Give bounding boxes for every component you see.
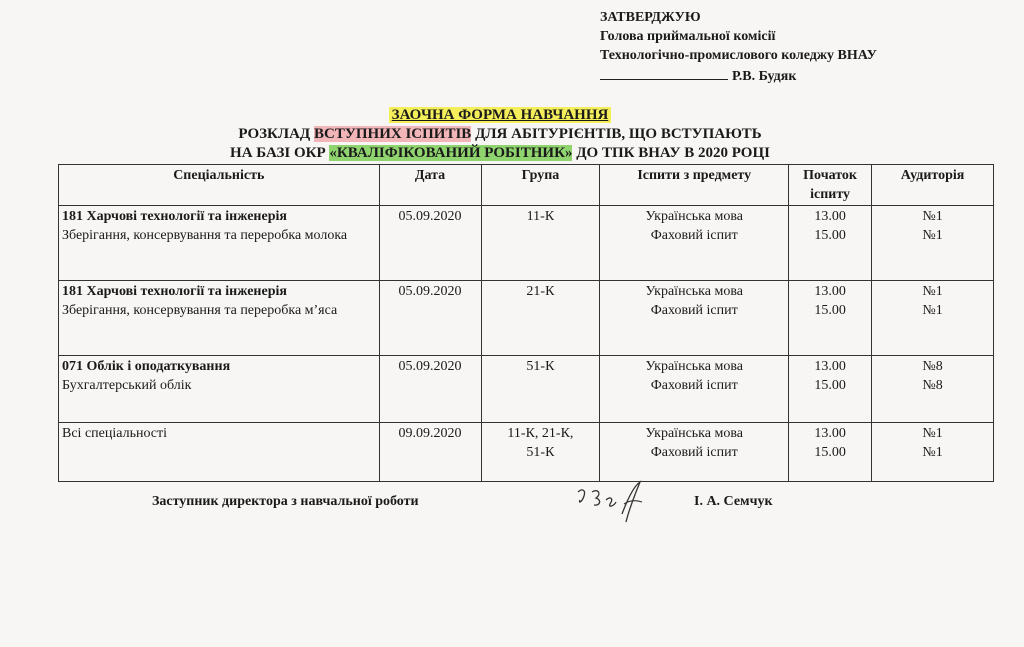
cell-exams [600,356,789,423]
exam-2: Фаховий іспит [650,228,738,243]
table-row [59,356,994,423]
title-line3-c: ДО ТПК ВНАУ В 2020 РОЦІ [572,145,770,161]
title-line2-a: РОЗКЛАД [238,126,315,142]
room-1: №8 [922,359,943,374]
specialty-subtitle: Зберігання, консервування та переробка м’яса [62,303,338,318]
room-2: №1 [922,303,943,318]
cell-exams [600,206,789,281]
header-room: Аудиторія [872,165,994,206]
exam-1: Українська мова [645,359,743,374]
specialty-subtitle: Бухгалтерський облік [62,378,192,393]
table-row [59,206,994,281]
handwritten-signature [570,478,650,526]
cell-date: 05.09.2020 [379,281,481,356]
time-2: 15.00 [814,228,846,243]
footer-name: І. А. Семчук [694,494,773,509]
schedule-table [58,164,994,482]
specialty-title: 071 Облік і оподаткування [62,359,231,374]
cell-group [481,423,600,482]
cell-date: 09.09.2020 [379,423,481,482]
cell-time [789,356,872,423]
cell-date: 05.09.2020 [379,206,481,281]
time-1: 13.00 [814,209,846,224]
cell-group: 51-К [481,356,600,423]
cell-room [872,356,994,423]
specialty-subtitle: Зберігання, консервування та переробка молока [62,228,348,243]
exam-1: Українська мова [645,209,743,224]
approval-line1: Голова приймальної комісії [600,29,776,44]
time-2: 15.00 [814,378,846,393]
exam-1: Українська мова [645,284,743,299]
approval-heading: ЗАТВЕРДЖУЮ [600,10,701,25]
specialty-title: 181 Харчові технології та інженерія [62,209,287,224]
cell-time [789,423,872,482]
cell-room [872,206,994,281]
time-2: 15.00 [814,303,846,318]
title-line3-a: НА БАЗІ ОКР [230,145,330,161]
title-form: ЗАОЧНА ФОРМА НАВЧАННЯ [389,107,612,123]
cell-group: 21-К [481,281,600,356]
header-date: Дата [379,165,481,206]
signature-line [600,65,728,80]
approval-signature-row [600,65,877,86]
table-row [59,281,994,356]
time-1: 13.00 [814,426,846,441]
approval-block [600,8,877,86]
cell-specialty: Всі спеціальності [59,423,380,482]
title-line1 [0,106,1000,125]
exam-2: Фаховий іспит [650,378,738,393]
title-line2 [0,125,1000,144]
table-header-row [59,165,994,206]
cell-group: 11-К [481,206,600,281]
room-1: №1 [922,426,943,441]
title-line3-highlight: «КВАЛІФІКОВАНИЙ РОБІТНИК» [329,145,573,161]
table-row [59,423,994,482]
footer-position: Заступник директора з навчальної роботи [152,494,419,509]
room-1: №1 [922,284,943,299]
cell-date: 05.09.2020 [379,356,481,423]
time-1: 13.00 [814,284,846,299]
title-line2-highlight: ВСТУПНИХ ІСПИТІВ [314,126,472,142]
title-line3 [0,144,1000,163]
document-title [0,106,1000,163]
time-1: 13.00 [814,359,846,374]
cell-exams [600,281,789,356]
cell-time [789,281,872,356]
cell-exams [600,423,789,482]
header-specialty: Спеціальність [59,165,380,206]
cell-specialty [59,356,380,423]
group-2: 51-К [526,445,555,460]
approval-line2: Технологічно-промислового коледжу ВНАУ [600,48,877,63]
room-2: №8 [922,378,943,393]
room-1: №1 [922,209,943,224]
title-line2-c: ДЛЯ АБІТУРІЄНТІВ, ЩО ВСТУПАЮТЬ [471,126,762,142]
header-exams: Іспити з предмету [600,165,789,206]
cell-specialty [59,281,380,356]
cell-room [872,423,994,482]
specialty-title: 181 Харчові технології та інженерія [62,284,287,299]
header-group: Група [481,165,600,206]
cell-specialty [59,206,380,281]
time-2: 15.00 [814,445,846,460]
room-2: №1 [922,445,943,460]
exam-2: Фаховий іспит [650,445,738,460]
cell-room [872,281,994,356]
exam-1: Українська мова [645,426,743,441]
exam-2: Фаховий іспит [650,303,738,318]
approval-name: Р.В. Будяк [732,69,797,84]
group-1: 11-К, 21-К, [507,426,574,441]
header-start: Початок іспиту [789,165,872,206]
cell-time [789,206,872,281]
room-2: №1 [922,228,943,243]
